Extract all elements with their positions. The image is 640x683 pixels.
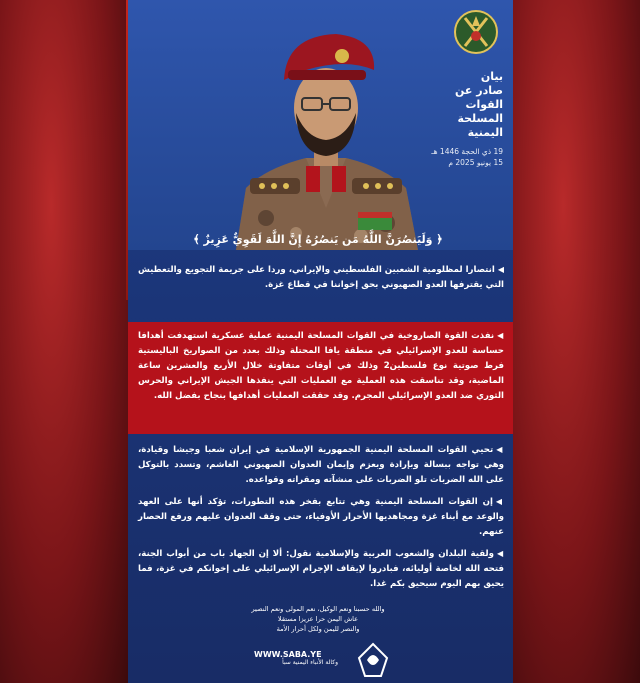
paragraph-2 [138, 328, 504, 404]
paragraph-text: نفذت القوة الصاروخية في القوات المسلحة اليمنية عملية عسكرية استهدفت أهدافا حساسة للعدو الإسرائيلي في منطقة يافا المحتلة وذلك بعدد من الصواريخ الباليستية فرط صوتية نوع فلسطين2 وذلك في أوقات متفاوتة خلال الأربع والعشرين ساعة الماضية، وقد تناسقت هذه العملية مع العمليات التي ينفذها الجيش الإيراني والحرس الثوري ضد العدو الإسرائيلي المجرم. وقد حققت العمليات أهدافها بنجاح بفضل الله. [138, 331, 504, 401]
spokesman-figure-icon [226, 18, 426, 250]
date-gregorian: 15 يونيو 2025 م [448, 158, 503, 167]
saba-footer [254, 650, 338, 666]
title-line: اليمنية [467, 126, 503, 139]
header-column [431, 6, 503, 168]
quran-verse: ﴿ وَلَيَنصُرَنَّ اللَّهُ مَن يَنصُرُهُ إِنَّ اللَّهَ لَقَوِيٌّ عَزِيزٌ ﴾ [193, 233, 443, 246]
left-red-background [0, 0, 128, 683]
triangle-bullet-icon: ◀ [497, 331, 504, 340]
saba-url[interactable]: WWW.SABA.YE [254, 650, 322, 659]
paragraph-text: إن القوات المسلحة اليمنية وهي تتابع بفخر هذه التطورات، تؤكد أنها على العهد والوعد مع أبناء غزة ومجاهديها الأحرار الأوفياء، حتى وقف العدوان عليهم ورفع الحصار عنهم. [138, 497, 504, 537]
closing-line: عاش اليمن حرا عزيزا مستقلا [277, 615, 359, 623]
paragraph-1 [138, 262, 504, 293]
statement-date [431, 146, 503, 168]
statement-panel [128, 0, 513, 683]
closing-line: والنصر لليمن ولكل أحرار الأمة [276, 625, 360, 633]
title-line: بيان [480, 70, 503, 83]
paragraph-text: انتصارا لمظلومية الشعبين الفلسطيني والإيراني، وردا على جريمة التجويع والتعطيش التي يقترفها العدو الصهيوني بحق إخواننا في قطاع غزة. [138, 265, 504, 290]
triangle-bullet-icon: ◀ [495, 497, 505, 506]
saba-agency-name: وكالة الأنباء اليمنية سبأ [282, 659, 338, 666]
paragraph-3 [138, 442, 504, 488]
paragraph-text: تحيي القوات المسلحة اليمنية الجمهورية الإسلامية في إيران شعبا وجيشا وقيادة، وهي تواجه ببسالة وبإرادة وبعزم وإيمان العدوان الصهيوني الغاشم، وتسدد بالتوكل على الله الضربات تلو الضربات على منشآته ومقراته وقواعده. [138, 445, 504, 485]
statement-title [431, 70, 503, 140]
saba-logo-icon [353, 640, 393, 680]
paragraph-4 [138, 494, 504, 540]
closing-line: والله حسبنا ونعم الوكيل، نعم المولى ونعم النصير [251, 605, 385, 613]
right-red-background [512, 0, 640, 683]
paragraph-text: ولقية البلدان والشعوب العربية والإسلامية نقول: ألا إن الجهاد باب من أبواب الجنة، فتحه الله لخاصة أوليائه، فبادروا لإيقاف الإجرام الإسرائيلي على إخوانكم في غزة، فما يحيق بهم اليوم سيحيق بكم غدا. [138, 549, 504, 589]
date-hijri: 19 ذي الحجة 1446 هـ [431, 147, 503, 156]
triangle-bullet-icon: ◀ [497, 265, 504, 274]
paragraph-5 [138, 546, 504, 592]
triangle-bullet-icon: ◀ [496, 549, 505, 558]
closing-lines [228, 604, 408, 634]
title-line: القوات المسلحة [457, 98, 503, 125]
armed-forces-emblem-icon [453, 6, 499, 58]
title-line: صادر عن [455, 84, 503, 97]
triangle-bullet-icon: ◀ [496, 445, 504, 454]
